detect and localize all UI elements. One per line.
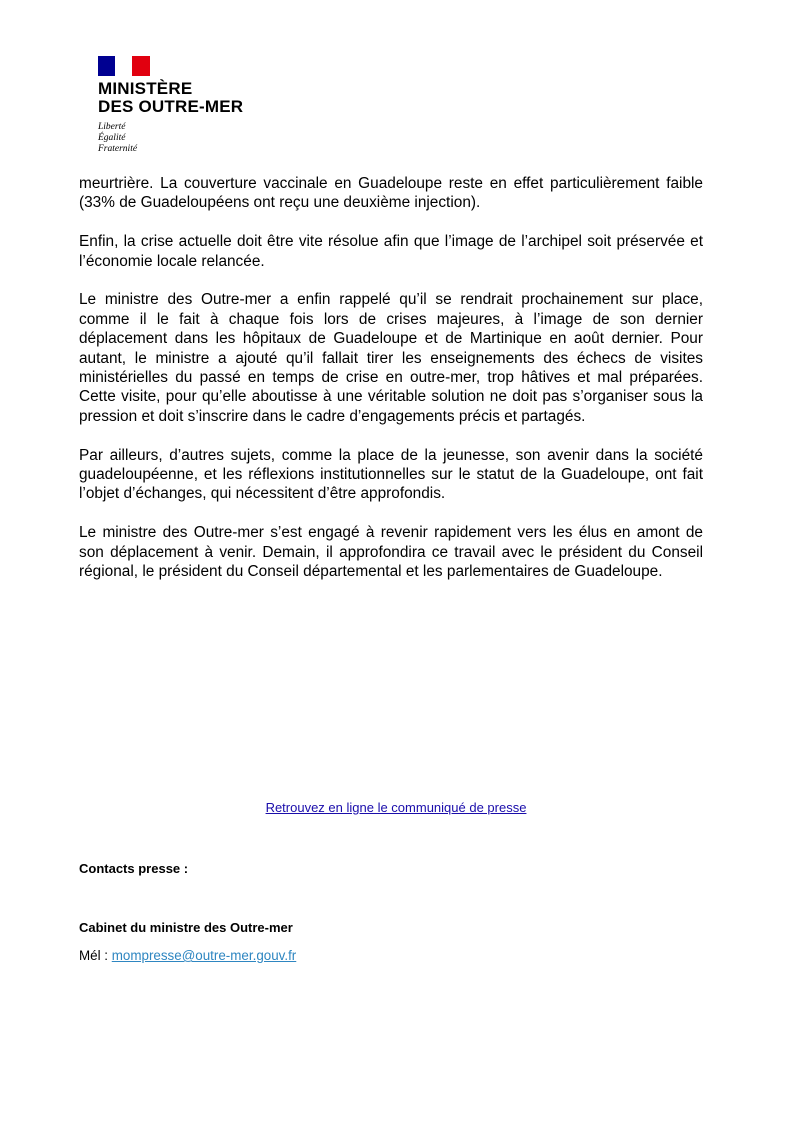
mail-row (79, 948, 296, 964)
motto-egalite: Égalité (98, 133, 126, 143)
mail-link[interactable]: mompresse@outre-mer.gouv.fr (111, 948, 297, 963)
ministry-logo (98, 56, 278, 155)
paragraph-crisis-resolution: Enfin, la crise actuelle doit être vite résolue afin que l’image de l’archipel soit préservée et l’économie locale relancée. (79, 233, 703, 270)
ministry-name (98, 80, 278, 116)
ministry-name-line2: DES OUTRE-MER (98, 97, 244, 116)
paragraph-vaccination: meurtrière. La couverture vaccinale en Guadeloupe reste en effet particulièrement faible (33% de Guadeloupéens ont reçu une deuxième injection). (79, 175, 703, 212)
ministry-name-line1: MINISTÈRE (98, 79, 193, 98)
french-flag-icon (98, 56, 150, 76)
online-link-row (0, 800, 786, 816)
motto-liberte: Liberté (98, 122, 126, 132)
mail-label: Mél : (79, 948, 112, 963)
online-press-release-link[interactable]: Retrouvez en ligne le communiqué de presse (265, 800, 527, 815)
press-release-body (79, 174, 703, 601)
cabinet-label: Cabinet du ministre des Outre-mer (79, 920, 293, 935)
paragraph-other-topics: Par ailleurs, d’autres sujets, comme la place de la jeunesse, son avenir dans la société guadeloupéenne, et les réflexions institutionnelles sur le statut de la Guadeloupe, ont fait l’objet d’échanges, qui nécessitent d’être approfondis. (79, 446, 703, 503)
contacts-heading: Contacts presse : (79, 861, 189, 876)
motto-fraternite: Fraternité (98, 144, 138, 154)
paragraph-minister-visit: Le ministre des Outre-mer a enfin rappelé qu’il se rendrait prochainement sur place, comme il le fait à chaque fois lors de crises majeures, à l’image de son dernier déplacement dans les hôpitaux de Guadeloupe et de Martinique en août dernier. Pour autant, le ministre a ajouté qu’il fallait tirer les enseignements des échecs de visites ministérielles du passé en temps de crise en outre-mer, trop hâtives et mal préparées. Cette visite, pour qu’elle aboutisse à une véritable solution ne doit pas s’organiser sous la pression et doit s’inscrire dans le cadre d’engagements précis et partagés. (79, 291, 703, 425)
republic-motto (98, 122, 278, 155)
paragraph-commitment: Le ministre des Outre-mer s’est engagé à revenir rapidement vers les élus en amont de son déplacement à venir. Demain, il approfondira ce travail avec le président du Conseil régional, le président du Conseil départemental et les parlementaires de Guadeloupe. (79, 524, 703, 581)
